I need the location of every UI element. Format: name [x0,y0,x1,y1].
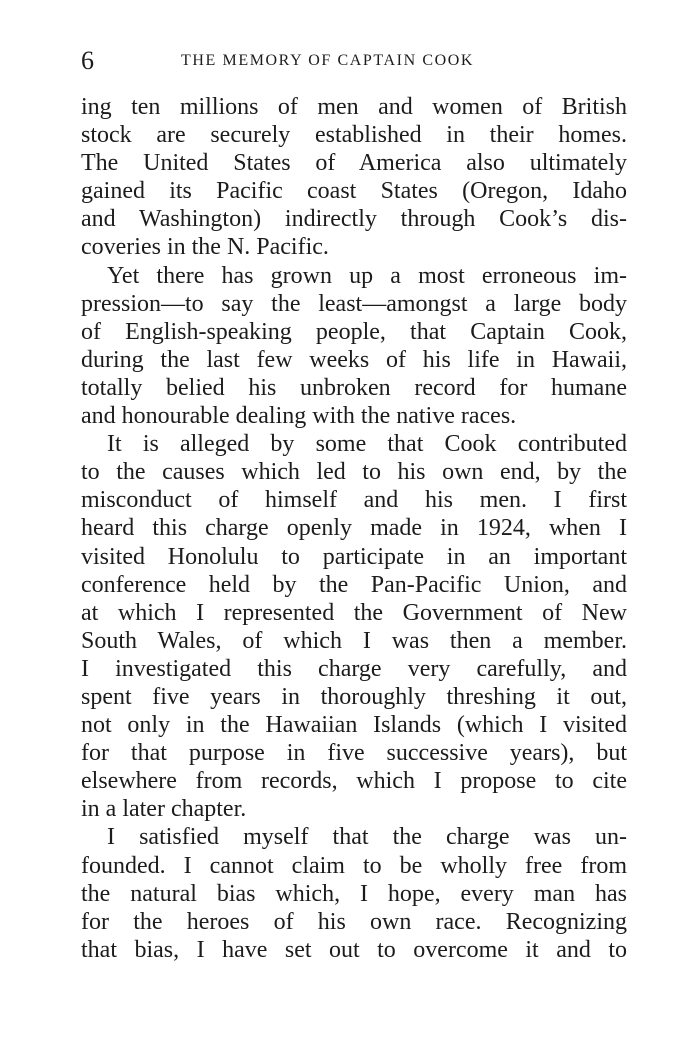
page-number: 6 [81,46,94,75]
paragraph-1 [81,93,627,262]
text-line: I investigated this charge very carefully, and [81,655,627,682]
text-line: the natural bias which, I hope, every man has [81,880,627,907]
text-line: that bias, I have set out to overcome it and to [81,936,627,963]
text-line: stock are securely established in their homes. [81,122,627,149]
text-line: for that purpose in five successive years), but [81,740,627,767]
text-line: in a later chapter. [81,796,247,823]
text-line: It is alleged by some that Cook contributed [107,431,627,458]
text-line: South Wales, of which I was then a member. [81,627,627,654]
running-head [81,44,627,78]
text-line: not only in the Hawaiian Islands (which I visited [81,712,627,739]
text-line: conference held by the Pan-Pacific Union, and [81,571,627,598]
text-line: ing ten millions of men and women of British [81,94,627,120]
text-line: misconduct of himself and his men. I first [81,487,627,514]
text-line: heard this charge openly made in 1924, when I [81,515,627,542]
text-line: elsewhere from records, which I propose to cite [81,768,627,795]
text-line: spent five years in thoroughly threshing it out, [81,683,627,710]
text-line: totally belied his unbroken record for humane [81,374,627,401]
text-line: visited Honolulu to participate in an important [81,543,627,570]
text-line: at which I represented the Government of New [81,599,627,626]
text-line: gained its Pacific coast States (Oregon, Idaho [81,178,627,205]
running-title: THE MEMORY OF CAPTAIN COOK [181,52,475,69]
text-line: to the causes which led to his own end, by the [81,459,627,486]
paragraph-2 [81,262,627,431]
text-line: and Washington) indirectly through Cook’s dis- [81,206,627,233]
text-line: I satisfied myself that the charge was un- [107,824,627,851]
text-line: coveries in the N. Pacific. [81,234,329,261]
book-page [81,44,627,964]
text-line: for the heroes of his own race. Recognizing [81,908,627,935]
text-line: of English-speaking people, that Captain Cook, [81,318,627,345]
paragraph-4 [81,823,627,963]
text-line: The United States of America also ultimately [81,150,627,177]
text-line: pression—to say the least—amongst a large body [81,290,627,317]
text-line: during the last few weeks of his life in Hawaii, [81,346,627,373]
paragraph-3 [81,430,627,823]
body-text [81,93,627,964]
text-line: founded. I cannot claim to be wholly free from [81,852,627,879]
text-line: and honourable dealing with the native races. [81,403,517,430]
text-line: Yet there has grown up a most erroneous im- [107,262,627,289]
